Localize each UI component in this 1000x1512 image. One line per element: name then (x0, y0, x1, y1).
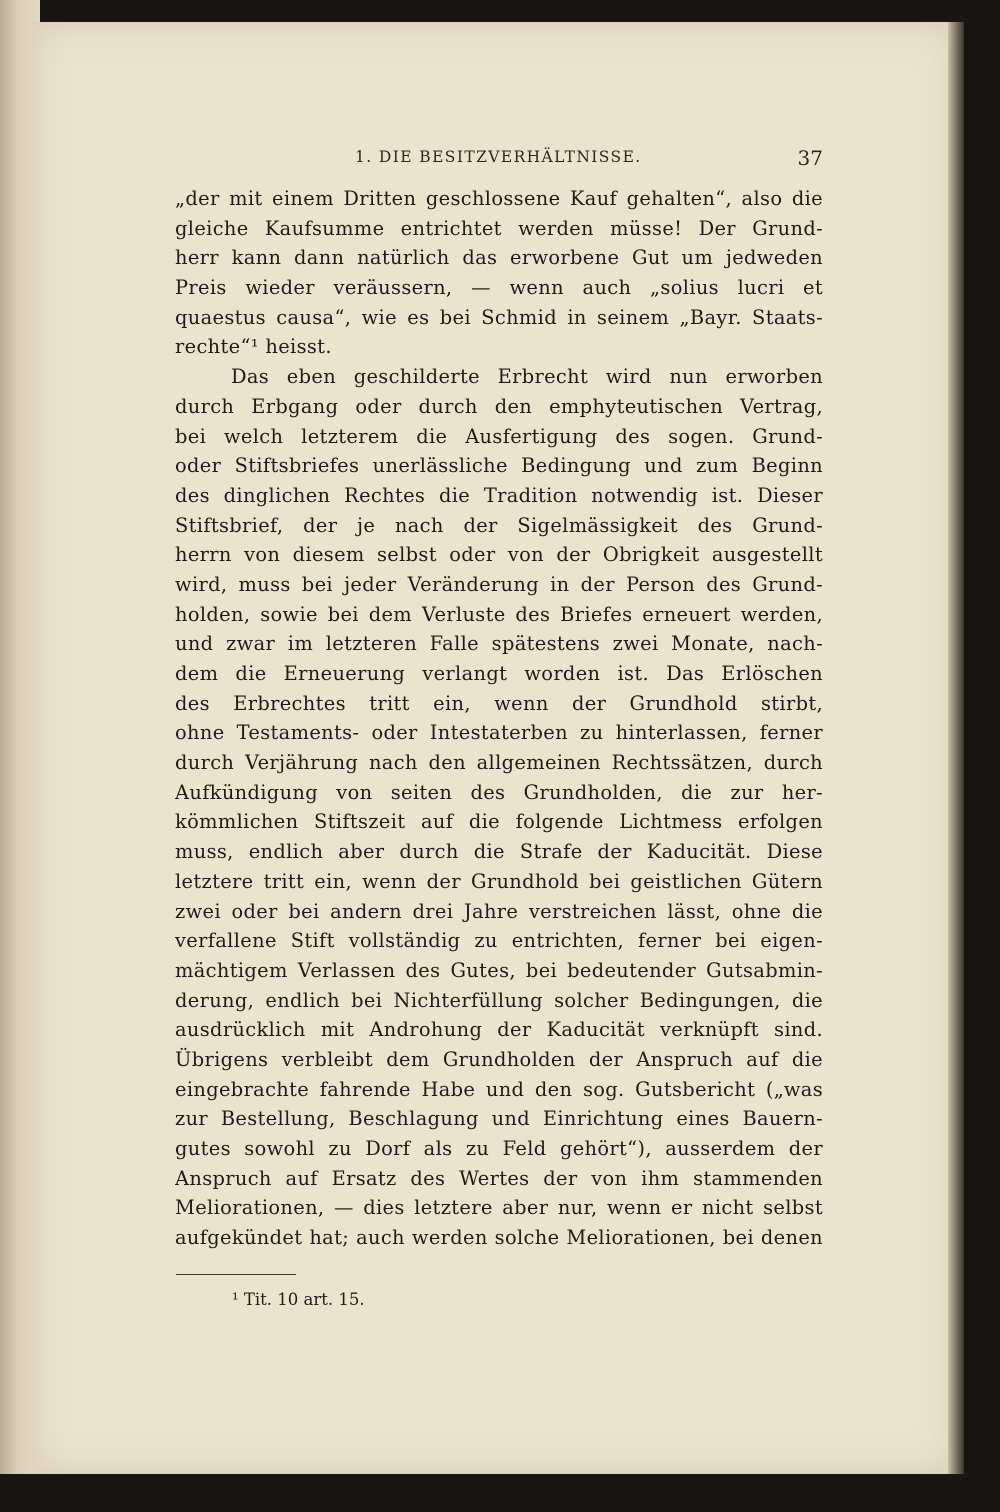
text-line: durch Verjährung nach den allgemeinen Rechtssätzen, durch (175, 751, 823, 775)
text-line: ohne Testaments- oder Intestaterben zu hinterlassen, ferner (175, 721, 823, 745)
body-text (175, 184, 823, 1253)
text-line: oder Stiftsbriefes unerlässliche Bedingung und zum Beginn (175, 454, 823, 478)
text-line: des dinglichen Rechtes die Tradition notwendig ist. Dieser (175, 483, 823, 507)
text-line: quaestus causa“, wie es bei Schmid in seinem „Bayr. Staats- (175, 305, 823, 329)
text-line: verfallene Stift vollständig zu entrichten, ferner bei eigen- (175, 929, 823, 953)
text-line: derung, endlich bei Nichterfüllung solcher Bedingungen, die (175, 988, 823, 1012)
text-line: rechte“¹ heisst. (175, 335, 332, 359)
running-head: 1. DIE BESITZVERHÄLTNISSE. (355, 148, 642, 166)
text-line: Preis wieder veräussern, — wenn auch „solius lucri et (175, 276, 823, 300)
text-line: letztere tritt ein, wenn der Grundhold bei geistlichen Gütern (175, 869, 823, 893)
text-line: und zwar im letzteren Falle spätestens zwei Monate, nach- (175, 632, 823, 656)
text-line: eingebrachte fahrende Habe und den sog. Gutsbericht („was (175, 1077, 823, 1101)
text-line: Meliorationen, — dies letztere aber nur, wenn er nicht selbst (175, 1196, 823, 1220)
text-line: zur Bestellung, Beschlagung und Einrichtung eines Bauern- (175, 1107, 823, 1131)
text-line: holden, sowie bei dem Verluste des Briefes erneuert werden, (175, 602, 823, 626)
text-line: herr kann dann natürlich das erworbene Gut um jedweden (175, 246, 823, 270)
text-line: herrn von diesem selbst oder von der Obrigkeit ausgestellt (175, 543, 823, 567)
text-line: bei welch letzterem die Ausfertigung des sogen. Grund- (175, 424, 823, 448)
text-line: wird, muss bei jeder Veränderung in der Person des Grund- (175, 572, 823, 596)
text-line: muss, endlich aber durch die Strafe der Kaducität. Diese (175, 840, 823, 864)
binding-shadow (948, 22, 964, 1474)
text-line: „der mit einem Dritten geschlossene Kauf gehalten“, also die (175, 187, 823, 210)
text-line: Stiftsbrief, der je nach der Sigelmässigkeit des Grund- (175, 513, 823, 537)
text-line: aufgekündet hat; auch werden solche Meliorationen, bei denen (175, 1226, 823, 1250)
text-line: ausdrücklich mit Androhung der Kaducität verknüpft sind. (175, 1018, 823, 1042)
text-line: Das eben geschilderte Erbrecht wird nun erworben (231, 365, 823, 389)
text-line: dem die Erneuerung verlangt worden ist. Das Erlöschen (175, 662, 823, 685)
text-line: durch Erbgang oder durch den emphyteutischen Vertrag, (175, 394, 823, 418)
text-line: zwei oder bei andern drei Jahre verstreichen lässt, ohne die (175, 899, 823, 923)
footnote: ¹ Tit. 10 art. 15. (232, 1290, 365, 1309)
text-line: Anspruch auf Ersatz des Wertes der von ihm stammenden (175, 1166, 823, 1190)
page-number: 37 (797, 146, 823, 170)
text-line: des Erbrechtes tritt ein, wenn der Grundhold stirbt, (175, 691, 823, 715)
text-line: Aufkündigung von seiten des Grundholden, die zur her- (175, 780, 823, 804)
text-line: kömmlichen Stiftszeit auf die folgende Lichtmess erfolgen (175, 810, 823, 834)
text-line: mächtigem Verlassen des Gutes, bei bedeutender Gutsabmin- (175, 958, 823, 982)
text-line: Übrigens verbleibt dem Grundholden der Anspruch auf die (175, 1047, 823, 1071)
page-header (175, 148, 823, 178)
text-line: gleiche Kaufsumme entrichtet werden müsse! Der Grund- (175, 216, 823, 240)
footnote-rule (176, 1274, 296, 1275)
text-line: gutes sowohl zu Dorf als zu Feld gehört“), ausserdem der (175, 1137, 823, 1160)
